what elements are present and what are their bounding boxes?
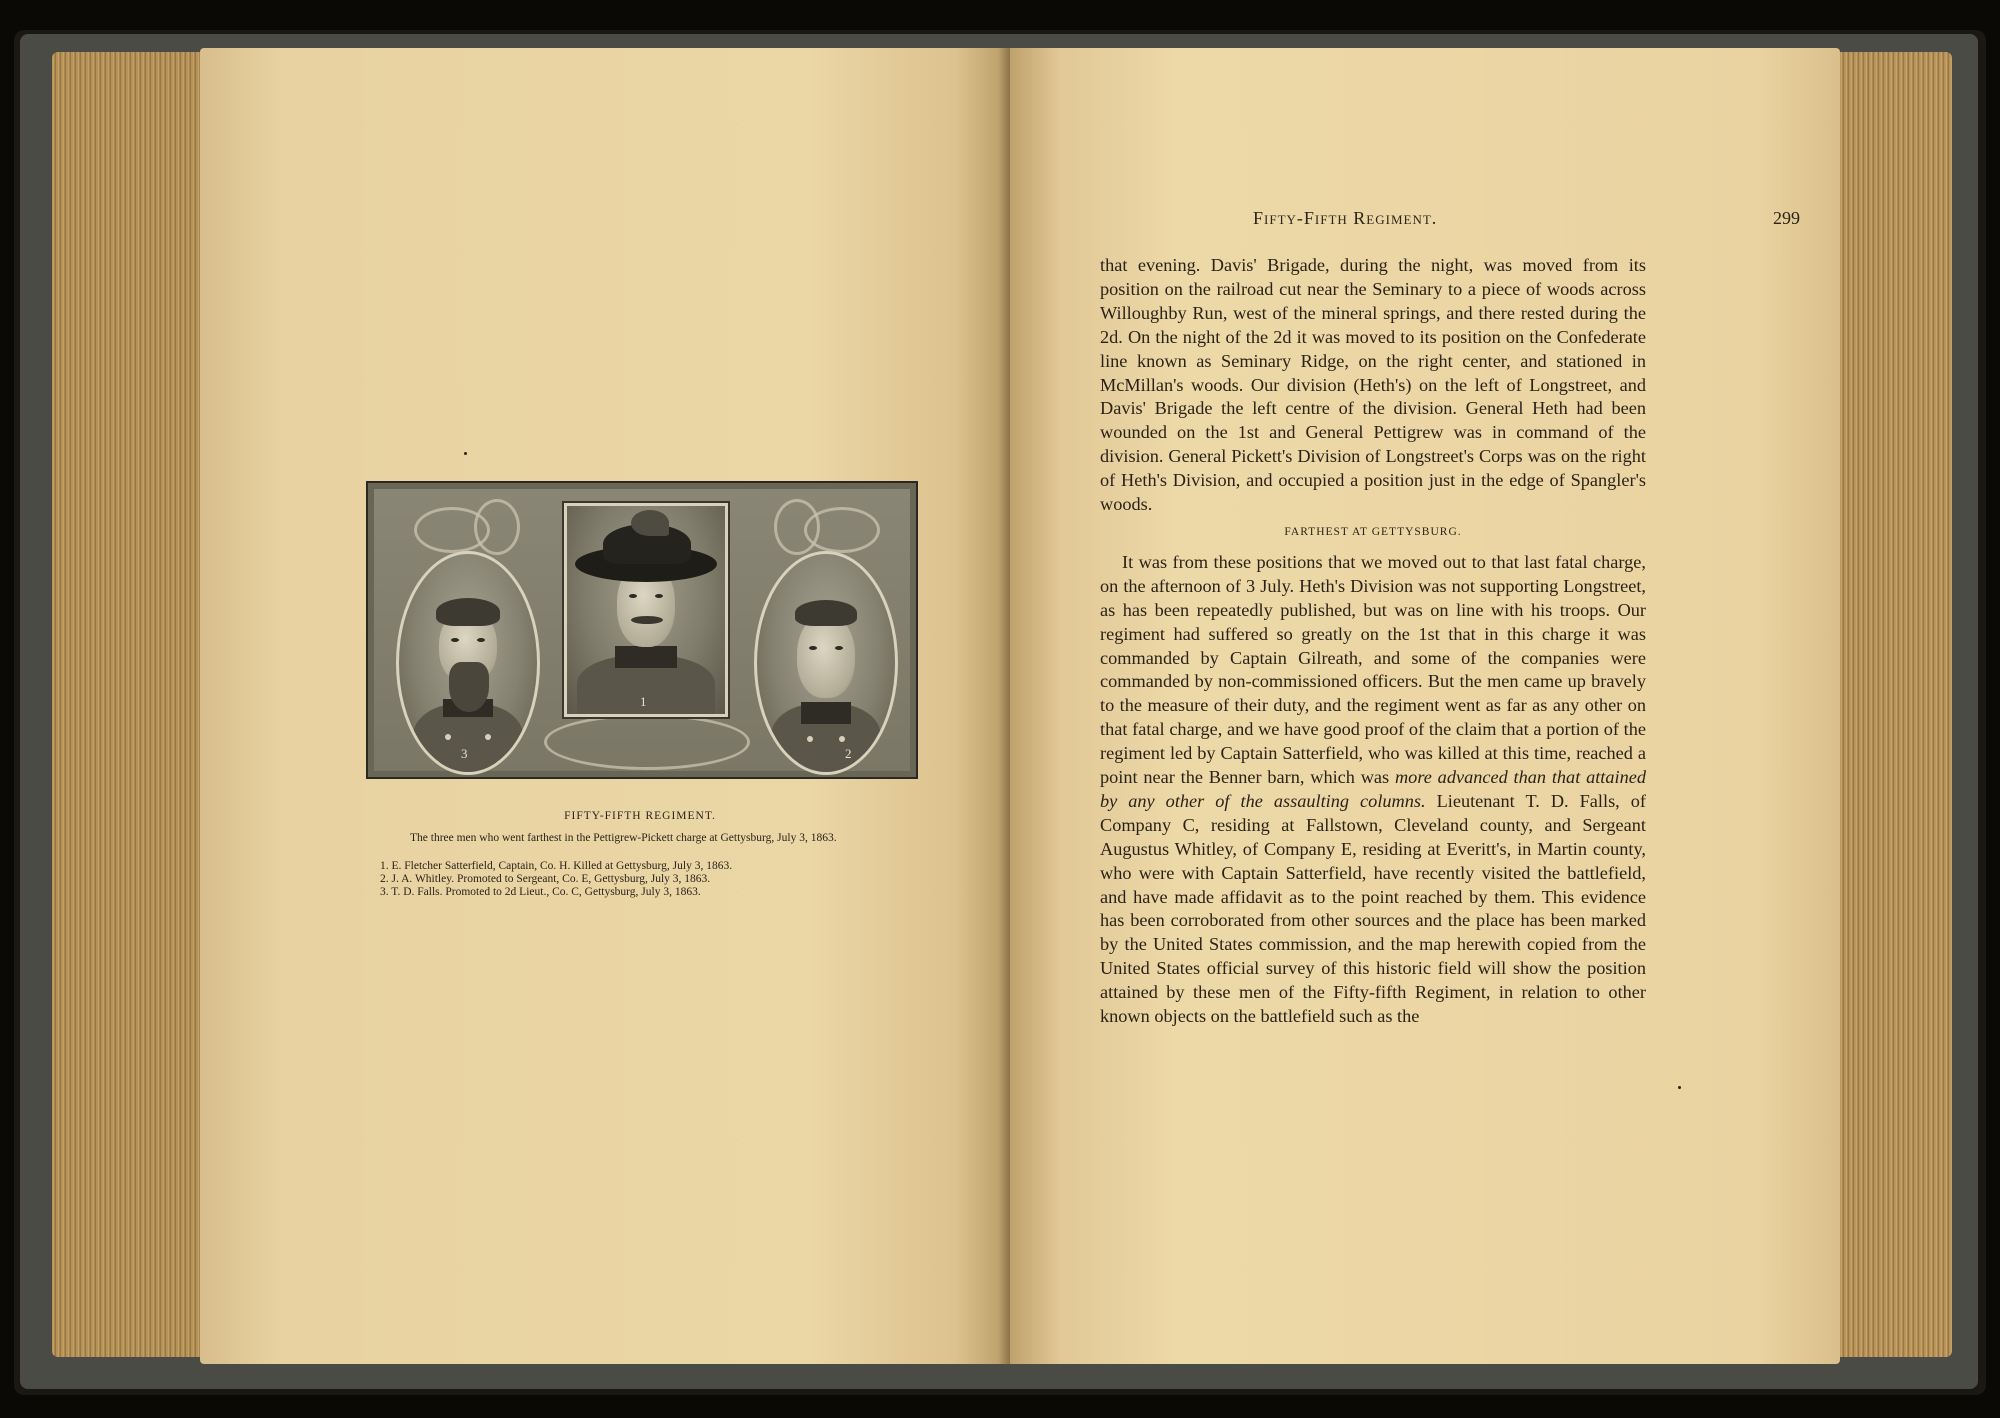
paragraph: that evening. Davis' Brigade, during the night, was moved from its position on the railroad cut near the Seminary to a piece of woods across Willoughby Run, west of the mineral springs, and there rested during the 2d. On the night of the 2d it was moved to its position on the Confederate line known as Seminary Ridge, on the right center, and stationed in McMillan's woods. Our division (Heth's) on the left of Longstreet, and Davis' Brigade the left centre of the division. General Heth had been wounded on the 1st and General Pettigrew was in command of the division. General Pickett's Division of Longstreet's Corps was on the right of Heth's Division, and occupied a position just in the edge of Spangler's woods. bbox=[1100, 255, 1646, 515]
caption-title: FIFTY-FIFTH REGIMENT. bbox=[564, 810, 716, 822]
right-page-edges bbox=[1830, 52, 1952, 1357]
coat-button bbox=[807, 736, 813, 742]
hat-plume bbox=[631, 510, 669, 536]
coat-button bbox=[445, 734, 451, 740]
section-heading: FARTHEST AT GETTYSBURG. bbox=[1284, 525, 1462, 538]
paragraph bbox=[1100, 551, 1646, 1029]
hair bbox=[795, 600, 857, 626]
face bbox=[797, 614, 855, 698]
coat-button bbox=[839, 736, 845, 742]
hair bbox=[436, 598, 500, 626]
caption-description: The three men who went farthest in the Pettigrew-Pickett charge at Gettysburg, July 3, 1863. bbox=[410, 832, 837, 844]
eye bbox=[477, 638, 485, 642]
eye bbox=[835, 646, 843, 650]
caption-item: 1. E. Fletcher Satterfield, Captain, Co. H. Killed at Gettysburg, July 3, 1863. bbox=[380, 860, 733, 872]
eye bbox=[451, 638, 459, 642]
beard bbox=[449, 662, 489, 712]
portrait-label-2: 2 bbox=[845, 746, 852, 761]
ornament-scroll bbox=[474, 499, 520, 555]
emphasized-text: more advanced than that attained by any other of the assaulting columns. bbox=[1100, 767, 1647, 811]
caption-item: 3. T. D. Falls. Promoted to 2d Lieut., Co. C, Gettysburg, July 3, 1863. bbox=[380, 886, 701, 898]
collar bbox=[801, 702, 851, 724]
body-text bbox=[1100, 254, 1646, 1029]
left-page bbox=[200, 48, 1012, 1364]
paragraph-text: It was from these positions that we moved out to that last fatal charge, on the afternoon of 3 July. Heth's Division was not supporting Longstreet, as has been repeatedly published, but was on line with his troops. Our regiment had suffered so greatly on the 1st that in this charge it was commanded by Captain Gilreath, and some of the companies were commanded by non-commissioned officers. But the men came up bravely to the measure of their duty, and the regiment went as far as any other on that fatal charge, and we have good proof of the claim that a portion of the regiment led by Captain Satterfield, who was killed at this time, reached a point near the Benner barn, which was bbox=[1100, 551, 1646, 788]
mustache bbox=[631, 616, 663, 624]
ornament-scroll bbox=[544, 714, 750, 770]
paragraph-text: Lieutenant T. D. Falls, of Company C, residing at Fallstown, Cleveland county, and Sergeant Augustus Whitley, of Company E, residing at Everitt's, in Martin county, who were with Captain Satterfield, have recently visited the battlefield, and have made affidavit as to the point reached by them. This evidence has been corroborated from other sources and the place has been marked by the United States commission, and the map herewith copied from the United States official survey of this historic field will show the position attained by these men of the Fifty-fifth Regiment, in relation to other known objects on the battlefield such as the bbox=[1100, 790, 1647, 1027]
portrait-label-1: 1 bbox=[640, 694, 647, 709]
portrait-whitley bbox=[754, 551, 898, 775]
collar bbox=[615, 646, 677, 668]
page-speck bbox=[464, 452, 467, 455]
portrait-satterfield bbox=[564, 503, 728, 717]
left-page-edges bbox=[52, 52, 212, 1357]
coat-button bbox=[485, 734, 491, 740]
caption-item: 2. J. A. Whitley. Promoted to Sergeant, Co. E, Gettysburg, July 3, 1863. bbox=[380, 873, 711, 885]
portrait-falls bbox=[396, 551, 540, 775]
eye bbox=[629, 594, 637, 598]
ornament-scroll bbox=[804, 507, 880, 553]
portrait-label-3: 3 bbox=[461, 746, 468, 761]
portrait-plate bbox=[366, 481, 918, 779]
page-number: 299 bbox=[1773, 208, 1800, 228]
caption-list bbox=[380, 860, 910, 899]
running-head-title: Fifty-Fifth Regiment. bbox=[1253, 208, 1438, 228]
eye bbox=[655, 594, 663, 598]
right-page bbox=[1010, 48, 1840, 1364]
plate-background bbox=[374, 489, 910, 771]
page-speck bbox=[1678, 1086, 1681, 1089]
eye bbox=[809, 646, 817, 650]
